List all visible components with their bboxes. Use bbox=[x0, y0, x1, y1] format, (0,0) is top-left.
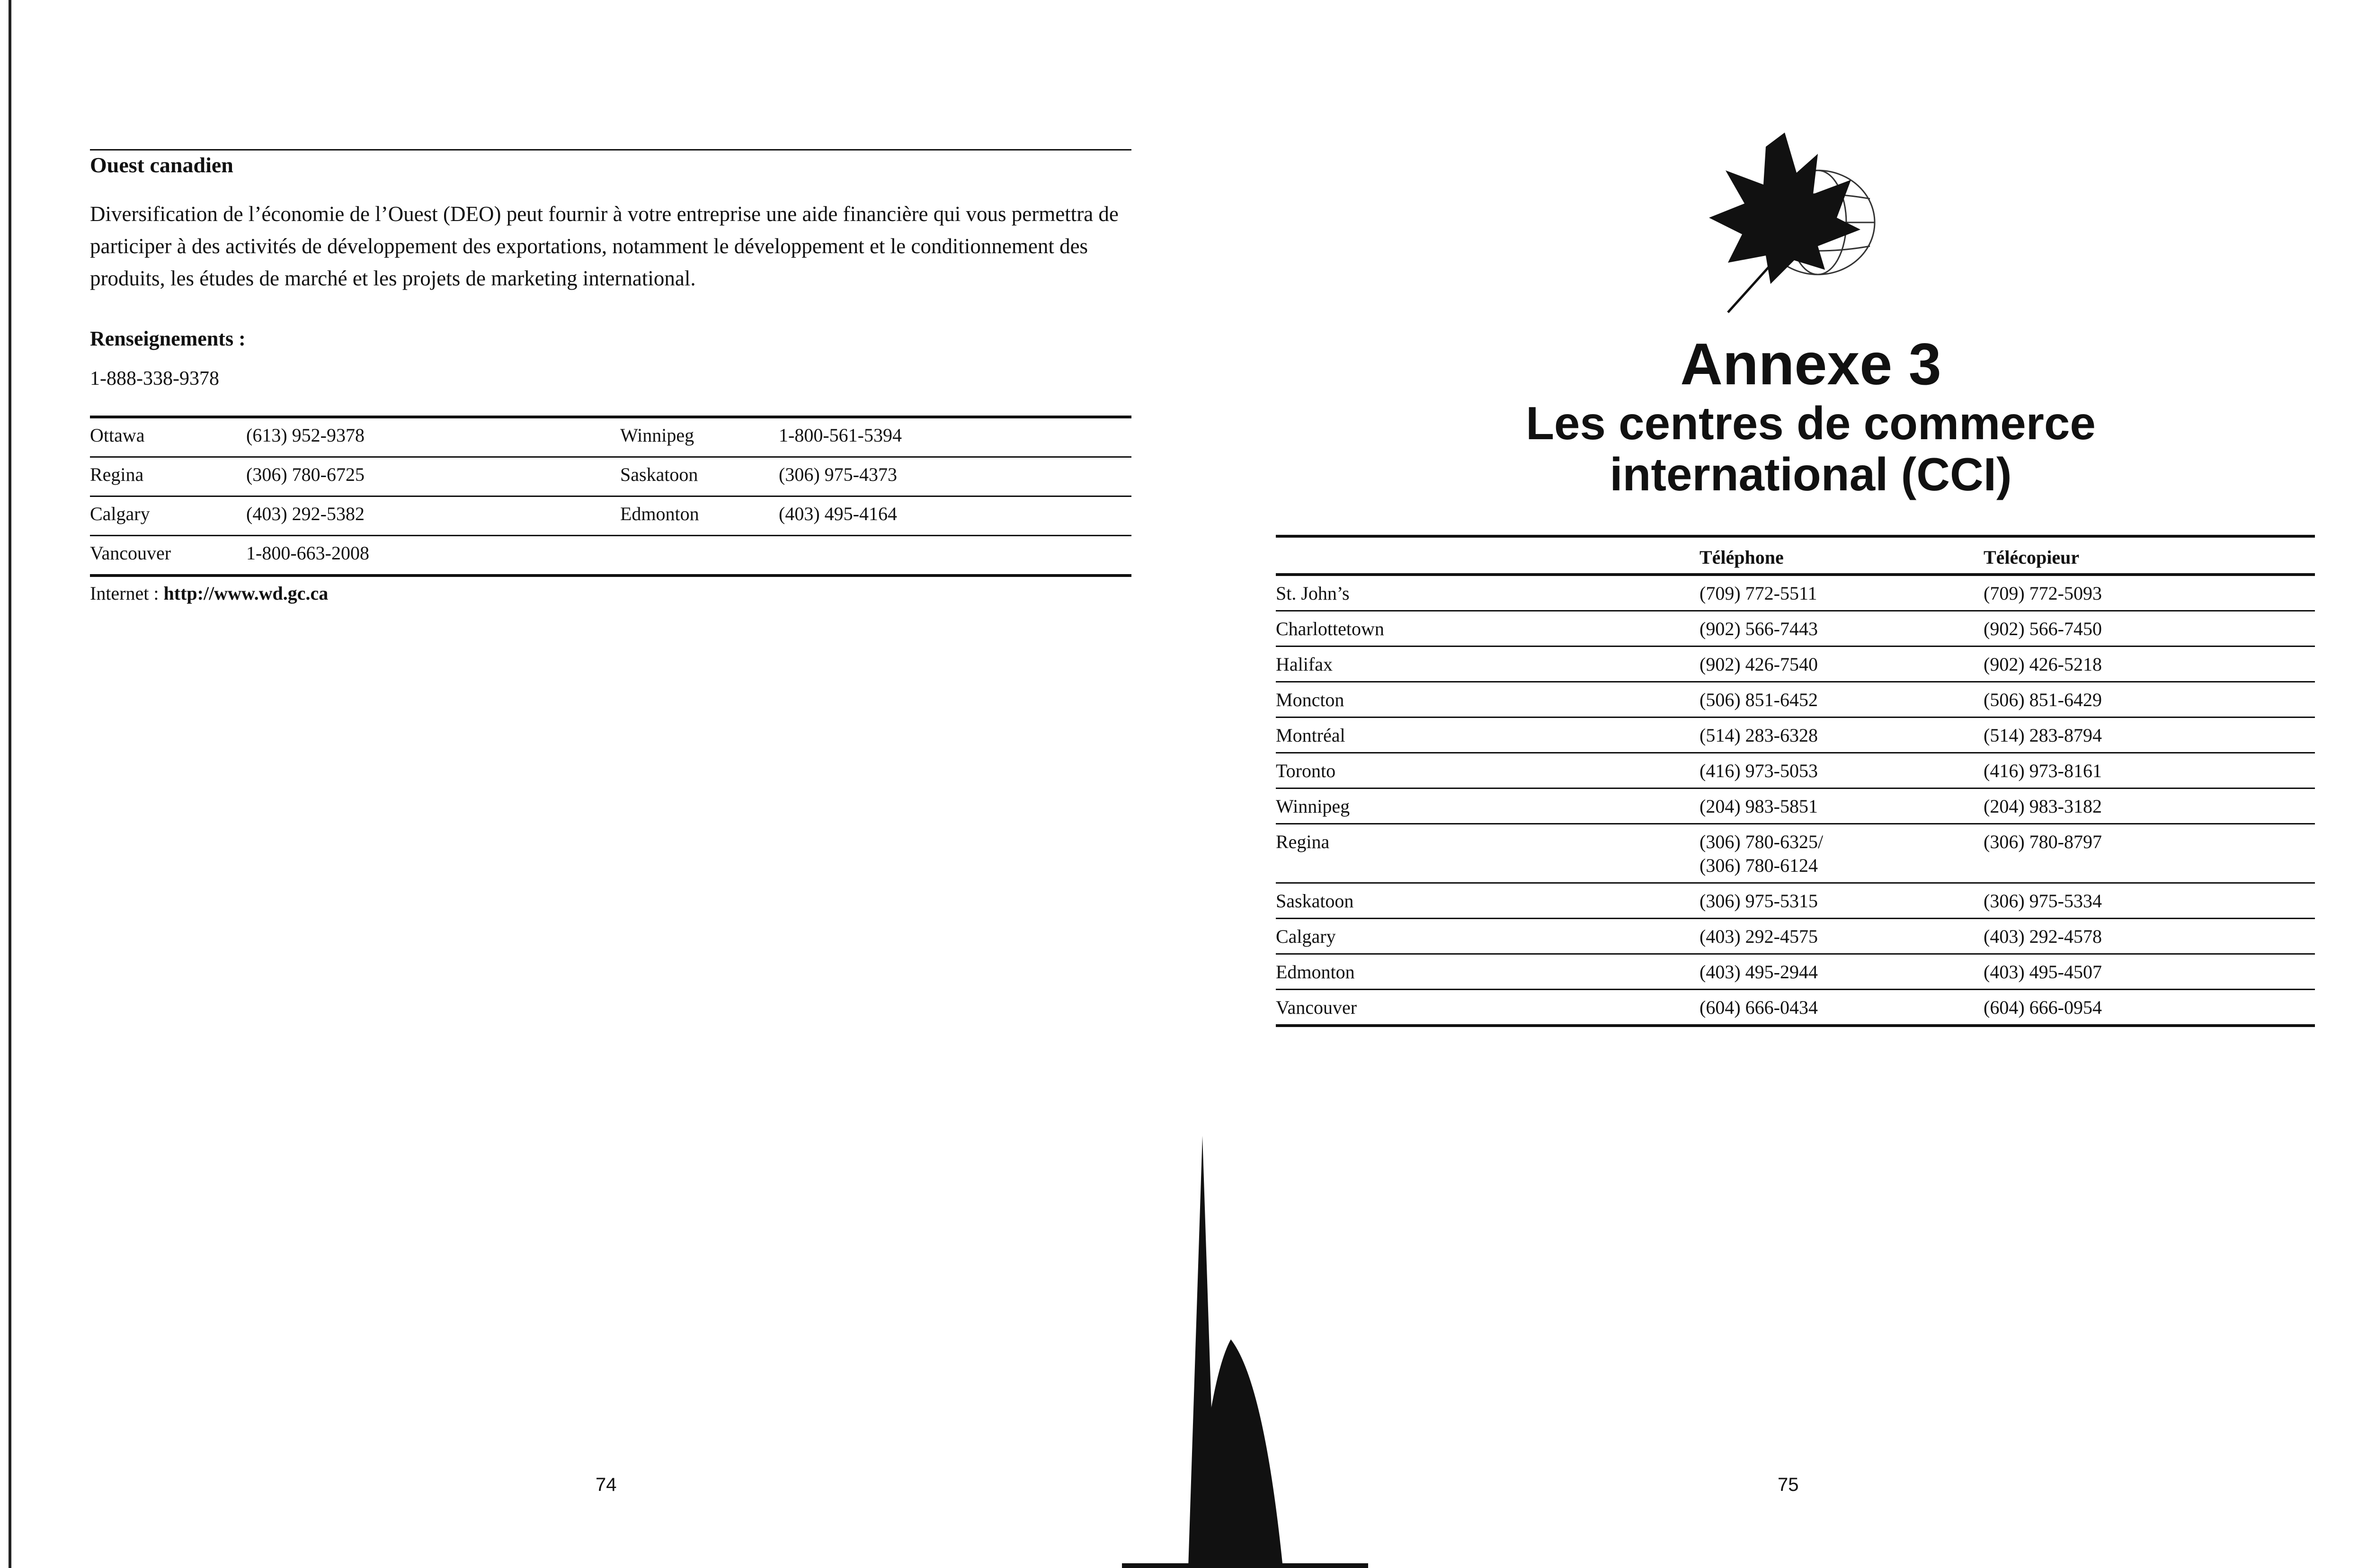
office-city: Saskatoon bbox=[620, 457, 779, 496]
centre-phone bbox=[1700, 682, 1984, 718]
office-city: Ottawa bbox=[90, 417, 246, 457]
phone-number: (902) 566-7443 bbox=[1700, 618, 1818, 639]
binding-shadow bbox=[1122, 1136, 1368, 1568]
table-row bbox=[1276, 682, 2315, 718]
office-phone: (613) 952-9378 bbox=[246, 417, 620, 457]
centre-city: St. John’s bbox=[1276, 575, 1700, 611]
section-rule bbox=[90, 149, 1131, 151]
internet-label: Internet : bbox=[90, 583, 164, 604]
office-city: Regina bbox=[90, 457, 246, 496]
section-title: Ouest canadien bbox=[90, 153, 233, 177]
centre-phone bbox=[1700, 575, 1984, 611]
table-row bbox=[90, 417, 1131, 457]
centre-phone bbox=[1700, 611, 1984, 647]
scan-edge-left bbox=[9, 0, 11, 1568]
table-row bbox=[1276, 753, 2315, 788]
table-row bbox=[1276, 718, 2315, 753]
intro-paragraph: Diversification de l’économie de l’Ouest (DEO) peut fournir à votre entreprise une aide financière qui vous permettra de participer à des activités de développement des exportations, notamment le développement et le conditionnement des produits, les études de marché et les projets de marketing international. bbox=[90, 202, 1119, 290]
cci-table bbox=[1276, 535, 2315, 1027]
centre-phone bbox=[1700, 718, 1984, 753]
centre-phone bbox=[1700, 990, 1984, 1026]
table-row bbox=[90, 457, 1131, 496]
table-row bbox=[90, 496, 1131, 536]
table-row bbox=[1276, 954, 2315, 990]
centre-phone bbox=[1700, 788, 1984, 824]
subtitle-line: Les centres de commerce bbox=[1526, 397, 2096, 449]
centre-fax: (306) 780-8797 bbox=[1984, 824, 2315, 883]
centre-city: Saskatoon bbox=[1276, 883, 1700, 919]
centre-fax: (902) 566-7450 bbox=[1984, 611, 2315, 647]
phone-number: (306) 975-5315 bbox=[1700, 890, 1818, 912]
phone-number: (902) 426-7540 bbox=[1700, 654, 1818, 675]
centre-fax: (403) 495-4507 bbox=[1984, 954, 2315, 990]
renseignements-label: Renseignements : bbox=[90, 327, 246, 350]
main-phone: 1-888-338-9378 bbox=[90, 368, 219, 390]
phone-number: (709) 772-5511 bbox=[1700, 583, 1817, 604]
centre-fax: (416) 973-8161 bbox=[1984, 753, 2315, 788]
annexe-title: Annexe 3 bbox=[1680, 332, 1941, 397]
centre-fax: (306) 975-5334 bbox=[1984, 883, 2315, 919]
office-phone: (403) 292-5382 bbox=[246, 496, 620, 536]
centre-fax: (506) 851-6429 bbox=[1984, 682, 2315, 718]
centre-fax: (604) 666-0954 bbox=[1984, 990, 2315, 1026]
office-city: Edmonton bbox=[620, 496, 779, 536]
office-phone bbox=[779, 536, 1131, 576]
centre-fax: (204) 983-3182 bbox=[1984, 788, 2315, 824]
centre-city: Regina bbox=[1276, 824, 1700, 883]
table-row bbox=[1276, 824, 2315, 883]
phone-number: (506) 851-6452 bbox=[1700, 689, 1818, 710]
header-phone: Téléphone bbox=[1700, 536, 1984, 575]
phone-number: (403) 495-2944 bbox=[1700, 961, 1818, 983]
centre-phone bbox=[1700, 883, 1984, 919]
table-row bbox=[1276, 990, 2315, 1026]
office-city bbox=[620, 536, 779, 576]
office-city: Winnipeg bbox=[620, 417, 779, 457]
office-phone: (403) 495-4164 bbox=[779, 496, 1131, 536]
maple-leaf-globe-icon bbox=[1700, 128, 1898, 317]
subtitle-line: international (CCI) bbox=[1610, 448, 2012, 500]
phone-number: (604) 666-0434 bbox=[1700, 997, 1818, 1018]
centre-fax: (403) 292-4578 bbox=[1984, 919, 2315, 954]
centre-city: Edmonton bbox=[1276, 954, 1700, 990]
centre-city: Halifax bbox=[1276, 647, 1700, 682]
office-city: Calgary bbox=[90, 496, 246, 536]
centre-phone bbox=[1700, 954, 1984, 990]
table-row bbox=[1276, 919, 2315, 954]
phone-number: (306) 780-6325/ bbox=[1700, 831, 1824, 852]
page-number-left: 74 bbox=[596, 1474, 617, 1495]
centre-city: Calgary bbox=[1276, 919, 1700, 954]
table-row bbox=[1276, 883, 2315, 919]
phone-number-secondary: (306) 780-6124 bbox=[1700, 855, 1818, 876]
header-city bbox=[1276, 536, 1700, 575]
centre-phone bbox=[1700, 919, 1984, 954]
centre-fax: (709) 772-5093 bbox=[1984, 575, 2315, 611]
centre-phone bbox=[1700, 753, 1984, 788]
office-phone: 1-800-663-2008 bbox=[246, 536, 620, 576]
office-phone: (306) 780-6725 bbox=[246, 457, 620, 496]
table-row bbox=[90, 536, 1131, 576]
table-row bbox=[1276, 647, 2315, 682]
centre-city: Montréal bbox=[1276, 718, 1700, 753]
table-row bbox=[1276, 788, 2315, 824]
centre-fax: (514) 283-8794 bbox=[1984, 718, 2315, 753]
office-city: Vancouver bbox=[90, 536, 246, 576]
phone-number: (403) 292-4575 bbox=[1700, 926, 1818, 947]
office-phone: (306) 975-4373 bbox=[779, 457, 1131, 496]
centre-city: Winnipeg bbox=[1276, 788, 1700, 824]
centre-city: Vancouver bbox=[1276, 990, 1700, 1026]
annexe-subtitle bbox=[1420, 398, 2201, 500]
centre-city: Toronto bbox=[1276, 753, 1700, 788]
phone-number: (416) 973-5053 bbox=[1700, 760, 1818, 781]
phone-number: (204) 983-5851 bbox=[1700, 796, 1818, 817]
internet-link[interactable]: http://www.wd.gc.ca bbox=[163, 583, 329, 604]
internet-line bbox=[90, 582, 328, 604]
centre-phone bbox=[1700, 824, 1984, 883]
phone-number: (514) 283-6328 bbox=[1700, 725, 1818, 746]
table-row bbox=[1276, 575, 2315, 611]
table-header-row bbox=[1276, 536, 2315, 575]
table-row bbox=[1276, 611, 2315, 647]
centre-city: Charlottetown bbox=[1276, 611, 1700, 647]
offices-table bbox=[90, 416, 1131, 577]
page-number-right: 75 bbox=[1778, 1474, 1799, 1495]
centre-fax: (902) 426-5218 bbox=[1984, 647, 2315, 682]
centre-phone bbox=[1700, 647, 1984, 682]
centre-city: Moncton bbox=[1276, 682, 1700, 718]
office-phone: 1-800-561-5394 bbox=[779, 417, 1131, 457]
header-fax: Télécopieur bbox=[1984, 536, 2315, 575]
